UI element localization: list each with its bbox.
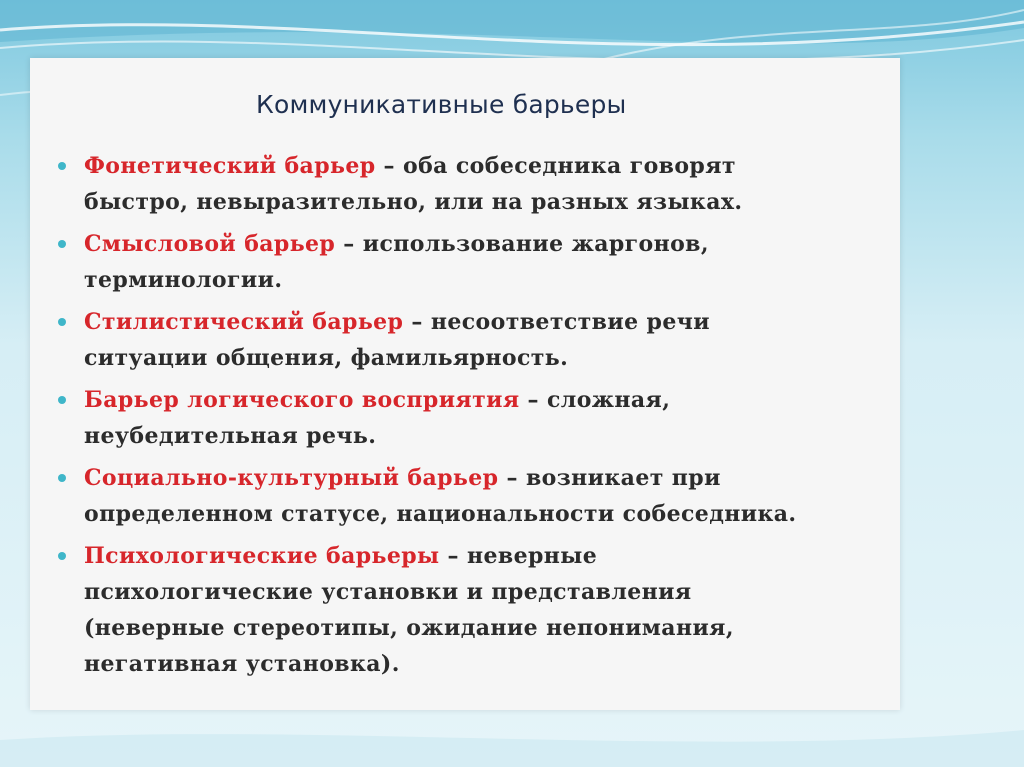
bullet-dot-icon xyxy=(58,162,66,170)
barrier-description-cont: терминологии. xyxy=(84,267,283,293)
list-item-phonetic xyxy=(58,148,888,220)
barrier-description: – оба собеседника говорят xyxy=(375,153,736,179)
bullet-dot-icon xyxy=(58,474,66,482)
barrier-description: – сложная, xyxy=(519,387,671,413)
barrier-description-cont: определенном статусе, национальности собеседника. xyxy=(84,501,797,527)
item-first-line xyxy=(84,304,888,340)
list-item-sociocultural xyxy=(58,460,888,532)
bullet-dot-icon xyxy=(58,240,66,248)
barrier-term: Фонетический барьер xyxy=(84,153,376,179)
barrier-description-cont: неубедительная речь. xyxy=(84,423,377,449)
slide-panel xyxy=(30,58,900,710)
barrier-description: – несоответствие речи xyxy=(403,309,710,335)
bullet-dot-icon xyxy=(58,318,66,326)
item-first-line xyxy=(84,538,888,574)
item-first-line xyxy=(84,148,888,184)
barrier-description: – использование жаргонов, xyxy=(335,231,709,257)
barrier-description: – неверные xyxy=(439,543,598,569)
barrier-description-cont: негативная установка). xyxy=(84,651,400,677)
barrier-description: – возникает при xyxy=(498,465,721,491)
barrier-term: Психологические барьеры xyxy=(84,543,440,569)
barrier-term: Стилистический барьер xyxy=(84,309,404,335)
barrier-description-cont: ситуации общения, фамильярность. xyxy=(84,345,569,371)
list-item-stylistic xyxy=(58,304,888,376)
slide-title: Коммуникативные барьеры xyxy=(256,90,627,119)
barrier-list xyxy=(58,148,888,688)
bullet-dot-icon xyxy=(58,552,66,560)
list-item-semantic xyxy=(58,226,888,298)
item-first-line xyxy=(84,460,888,496)
barrier-term: Смысловой барьер xyxy=(84,231,336,257)
barrier-term: Социально-культурный барьер xyxy=(84,465,499,491)
item-first-line xyxy=(84,382,888,418)
barrier-description-cont: (неверные стереотипы, ожидание непонимания, xyxy=(84,615,734,641)
barrier-description-cont: психологические установки и представления xyxy=(84,579,692,605)
item-first-line xyxy=(84,226,888,262)
bullet-dot-icon xyxy=(58,396,66,404)
list-item-logical xyxy=(58,382,888,454)
barrier-description-cont: быстро, невыразительно, или на разных языках. xyxy=(84,189,743,215)
barrier-term: Барьер логического восприятия xyxy=(84,387,520,413)
list-item-psychological xyxy=(58,538,888,682)
